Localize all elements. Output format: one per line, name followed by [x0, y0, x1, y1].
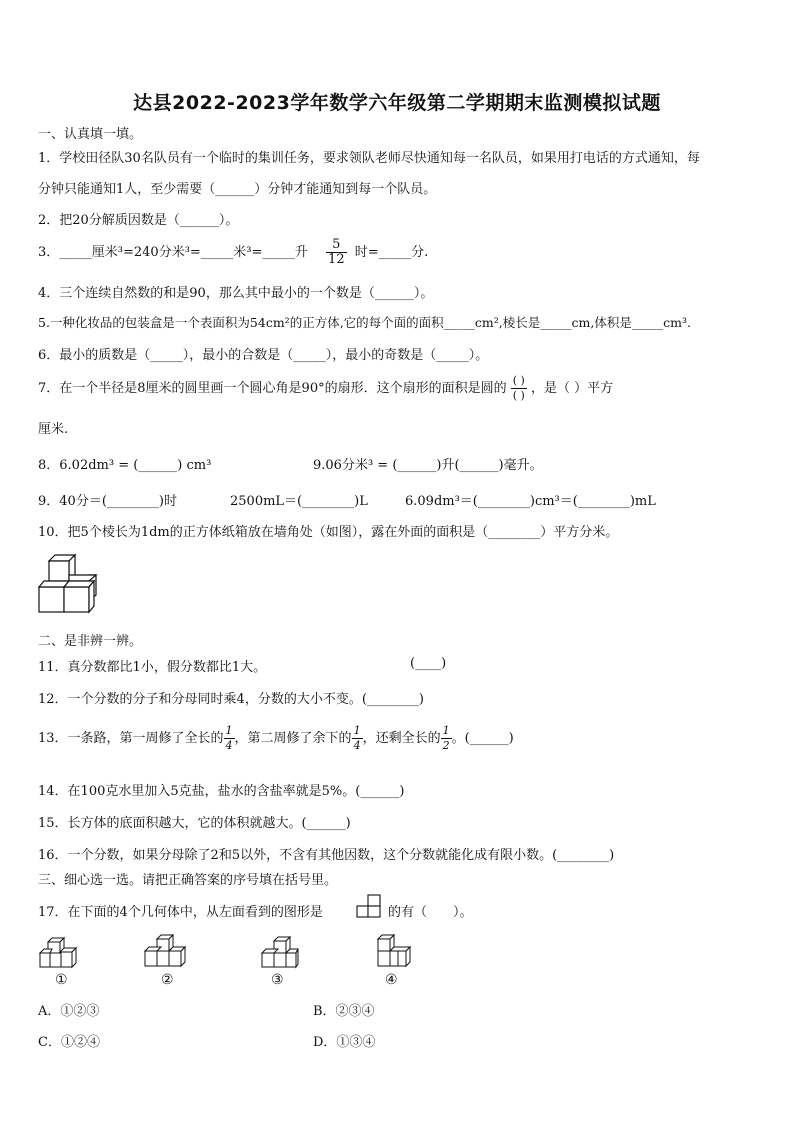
cubes-corner-figure — [36, 551, 102, 617]
question-16: 16．一个分数，如果分母除了2和5以外，不含有其他因数，这个分数就能化成有限小数。(________) — [38, 848, 615, 863]
fraction-numerator: 5 — [326, 238, 347, 253]
left-view-shape-figure — [356, 894, 382, 918]
question-8-part-1: 8．6.02dm³ = (______) cm³ — [38, 458, 212, 473]
question-13-part-1: 13．一条路，第一周修了全长的 — [38, 731, 224, 746]
section-heading-2: 二、是非辨一辨。 — [38, 634, 143, 649]
option-b[interactable]: B．②③④ — [313, 1004, 375, 1019]
question-9-part-1: 9．40分＝(________)时 — [38, 494, 177, 509]
figure-label-2: ② — [161, 972, 174, 988]
question-17-part-2: 的有（ ）。 — [388, 905, 473, 920]
fraction-numerator: 1 — [225, 724, 233, 737]
solid-figure-4 — [374, 932, 420, 970]
question-7-line-2: 厘米. — [38, 422, 69, 437]
question-10: 10．把5个棱长为1dm的正方体纸箱放在墙角处（如图），露在外面的面积是（________）平方分米。 — [38, 525, 619, 540]
question-6: 6．最小的质数是（_____），最小的合数是（_____），最小的奇数是（_____）。 — [38, 348, 489, 363]
question-3-part-2: 时=_____分. — [354, 245, 429, 260]
question-5: 5.一种化妆品的包装盒是一个表面积为54cm²的正方体,它的每个面的面积_____cm²,棱长是_____cm,体积是_____cm³. — [38, 315, 691, 330]
question-11: 11．真分数都比1小，假分数都比1大。 — [38, 660, 267, 675]
question-13-part-4: 。(______) — [451, 731, 514, 746]
question-14: 14．在100克水里加入5克盐，盐水的含盐率就是5%。(______) — [38, 784, 405, 799]
section-heading-3: 三、细心选一选。请把正确答案的序号填在括号里。 — [38, 873, 338, 888]
question-1-line-2: 分钟只能通知1人，至少需要（______）分钟才能通知到每一个队员。 — [38, 182, 437, 197]
question-7-line-1 — [38, 374, 613, 403]
solid-figure-2 — [143, 932, 193, 970]
fraction-denominator: 2 — [442, 739, 450, 752]
option-a[interactable]: A．①②③ — [38, 1004, 100, 1019]
question-7-part-2: ，是（ ）平方 — [530, 381, 614, 396]
question-3-part-1: 3．_____厘米³=240分米³=_____米³=_____升 — [38, 245, 308, 260]
figure-label-3: ③ — [271, 972, 284, 988]
fraction-denominator: 12 — [328, 252, 345, 267]
figure-label-1: ① — [55, 972, 68, 988]
option-d[interactable]: D．①③④ — [313, 1035, 376, 1050]
question-2: 2．把20分解质因数是（______）。 — [38, 213, 239, 228]
question-15: 15．长方体的底面积越大，它的体积就越大。(______) — [38, 816, 351, 831]
question-9-part-2: 2500mL＝(________)L — [230, 494, 368, 509]
solid-figure-3 — [258, 934, 304, 970]
fraction-1-4 — [224, 724, 235, 753]
fraction-1-4 — [352, 724, 363, 753]
section-heading-1: 一、认真填一填。 — [38, 127, 143, 142]
fraction-numerator: 1 — [353, 724, 361, 737]
fraction-denominator: 4 — [353, 739, 361, 752]
question-4: 4．三个连续自然数的和是90，那么其中最小的一个数是（______）。 — [38, 286, 434, 301]
question-8-part-2: 9.06分米³ = (______)升(______)毫升。 — [313, 458, 543, 473]
figure-label-4: ④ — [385, 972, 398, 988]
question-7-part-1: 7．在一个半径是8厘米的圆里画一个圆心角是90°的扇形．这个扇形的面积是圆的 — [38, 381, 507, 396]
option-c[interactable]: C．①②④ — [38, 1035, 100, 1050]
solid-figure-1 — [38, 934, 86, 970]
question-3 — [38, 238, 428, 267]
page-title: 达县2022-2023学年数学六年级第二学期期末监测模拟试题 — [133, 92, 661, 114]
question-13-part-3: ，还剩全长的 — [362, 731, 441, 746]
fraction-numerator: 1 — [442, 724, 450, 737]
fraction-denominator: 4 — [225, 739, 233, 752]
fraction-1-2 — [441, 724, 452, 753]
fraction-5-12 — [326, 238, 347, 267]
question-12: 12．一个分数的分子和分母同时乘4，分数的大小不变。(________) — [38, 692, 424, 707]
question-9-part-3: 6.09dm³＝(________)cm³＝(________)mL — [405, 494, 656, 509]
question-13 — [38, 724, 514, 754]
fraction-blank — [511, 374, 527, 403]
question-17-part-1: 17．在下面的4个几何体中，从左面看到的图形是 — [38, 905, 323, 920]
question-13-part-2: ，第二周修了余下的 — [234, 731, 352, 746]
question-11-answer-blank: (____) — [410, 656, 447, 671]
fraction-denominator: ( ) — [512, 389, 525, 402]
question-1-line-1: 1．学校田径队30名队员有一个临时的集训任务，要求领队老师尽快通知每一名队员，如果用打电话的方式通知，每 — [38, 151, 700, 166]
fraction-numerator: ( ) — [512, 374, 525, 387]
